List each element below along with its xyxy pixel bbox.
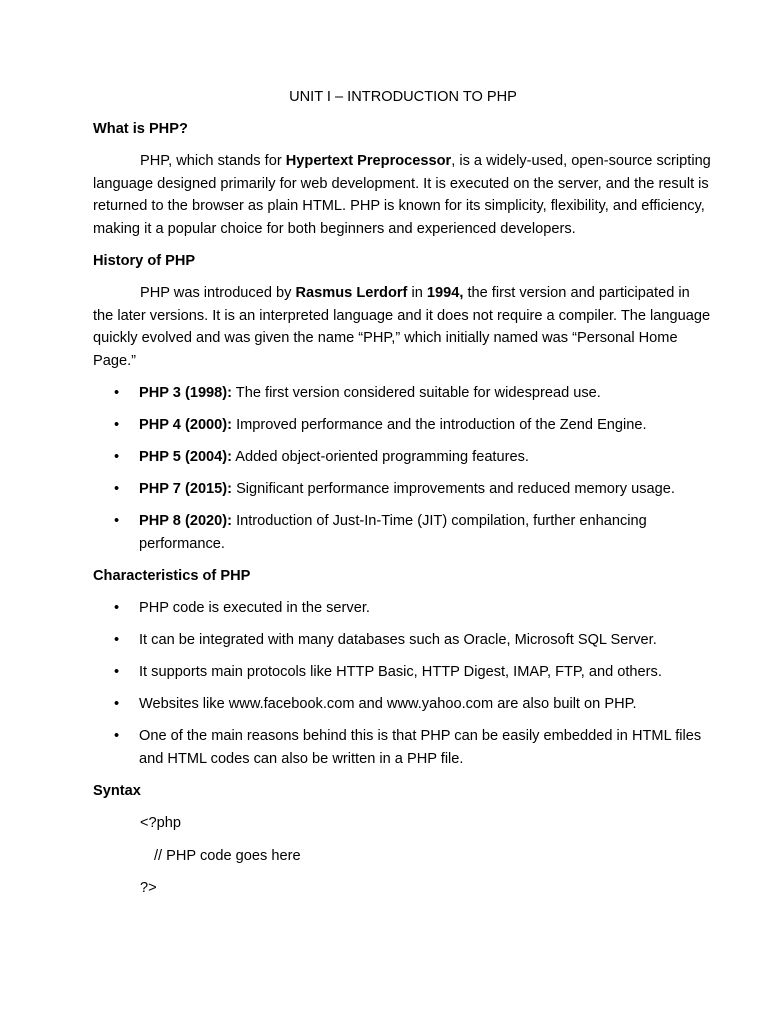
characteristics-list bbox=[93, 597, 713, 770]
page-title: UNIT I – INTRODUCTION TO PHP bbox=[289, 89, 517, 105]
version-label: PHP 3 (1998): bbox=[139, 385, 233, 401]
document-body bbox=[93, 86, 713, 910]
list-item-characteristic bbox=[93, 693, 713, 716]
section-heading-history: History of PHP bbox=[93, 253, 196, 269]
version-text: Introduction of Just-In-Time (JIT) compilation, further enhancing performance. bbox=[139, 513, 647, 552]
bullet-icon: • bbox=[114, 513, 120, 529]
bullet-icon: • bbox=[114, 481, 120, 497]
characteristic-text: It can be integrated with many databases such as Oracle, Microsoft SQL Server. bbox=[139, 632, 657, 648]
characteristic-text: PHP code is executed in the server. bbox=[139, 600, 370, 616]
characteristic-text: Websites like www.facebook.com and www.yahoo.com are also built on PHP. bbox=[139, 696, 637, 712]
version-text: Significant performance improvements and reduced memory usage. bbox=[232, 481, 675, 497]
list-item-version bbox=[93, 478, 713, 501]
version-text: Improved performance and the introduction of the Zend Engine. bbox=[232, 417, 647, 433]
list-item-version bbox=[93, 414, 713, 437]
bold-year: 1994, bbox=[426, 285, 464, 301]
text-run: the first version and participated in the later versions. It is an interpreted language and it does not require a compiler. The language quickly evolved and was given the name “PHP,” which initially named was “Personal Home Page.” bbox=[93, 285, 711, 369]
list-item-characteristic bbox=[93, 725, 713, 770]
section-heading-characteristics: Characteristics of PHP bbox=[93, 568, 251, 584]
list-item-version bbox=[93, 446, 713, 469]
section-heading-what-is-php: What is PHP? bbox=[93, 121, 188, 137]
version-label: PHP 7 (2015): bbox=[139, 481, 233, 497]
text-run: , is a widely-used, open-source scripting language designed primarily for web development. It is executed on the server, and the result is returned to the browser as plain HTML. PHP is known for its simplicity, flexibility, and efficiency, making it a popular choice for both beginners and experienced developers. bbox=[93, 153, 711, 237]
bullet-icon: • bbox=[114, 696, 120, 712]
characteristic-text: It supports main protocols like HTTP Basic, HTTP Digest, IMAP, FTP, and others. bbox=[139, 664, 662, 680]
text-run: PHP was introduced by bbox=[140, 285, 296, 301]
bullet-icon: • bbox=[114, 449, 120, 465]
bullet-icon: • bbox=[114, 600, 120, 616]
version-list bbox=[93, 382, 713, 555]
code-line-open-tag: <?php bbox=[140, 815, 181, 831]
bullet-icon: • bbox=[114, 417, 120, 433]
text-run: PHP, which stands for bbox=[140, 153, 286, 169]
version-text: The first version considered suitable for widespread use. bbox=[232, 385, 601, 401]
list-item-characteristic bbox=[93, 597, 713, 620]
paragraph-what-is-php bbox=[93, 150, 713, 240]
bullet-icon: • bbox=[114, 664, 120, 680]
version-label: PHP 4 (2000): bbox=[139, 417, 233, 433]
list-item-characteristic bbox=[93, 661, 713, 684]
code-line-close-tag: ?> bbox=[140, 880, 157, 896]
code-line-comment: // PHP code goes here bbox=[154, 847, 301, 864]
bullet-icon: • bbox=[114, 632, 120, 648]
version-label: PHP 5 (2004): bbox=[139, 449, 233, 465]
list-item-version bbox=[93, 382, 713, 405]
bullet-icon: • bbox=[114, 728, 120, 744]
characteristic-text: One of the main reasons behind this is that PHP can be easily embedded in HTML files and HTML codes can also be written in a PHP file. bbox=[139, 728, 702, 767]
bold-name: Rasmus Lerdorf bbox=[295, 285, 408, 301]
version-text: Added object-oriented programming features. bbox=[232, 449, 529, 465]
list-item-version bbox=[93, 510, 713, 555]
version-label: PHP 8 (2020): bbox=[139, 513, 233, 529]
code-block bbox=[93, 812, 713, 899]
list-item-characteristic bbox=[93, 629, 713, 652]
bullet-icon: • bbox=[114, 385, 120, 401]
text-run: in bbox=[407, 285, 427, 301]
section-heading-syntax: Syntax bbox=[93, 783, 141, 799]
paragraph-history bbox=[93, 282, 713, 372]
bold-term: Hypertext Preprocessor bbox=[285, 153, 452, 169]
